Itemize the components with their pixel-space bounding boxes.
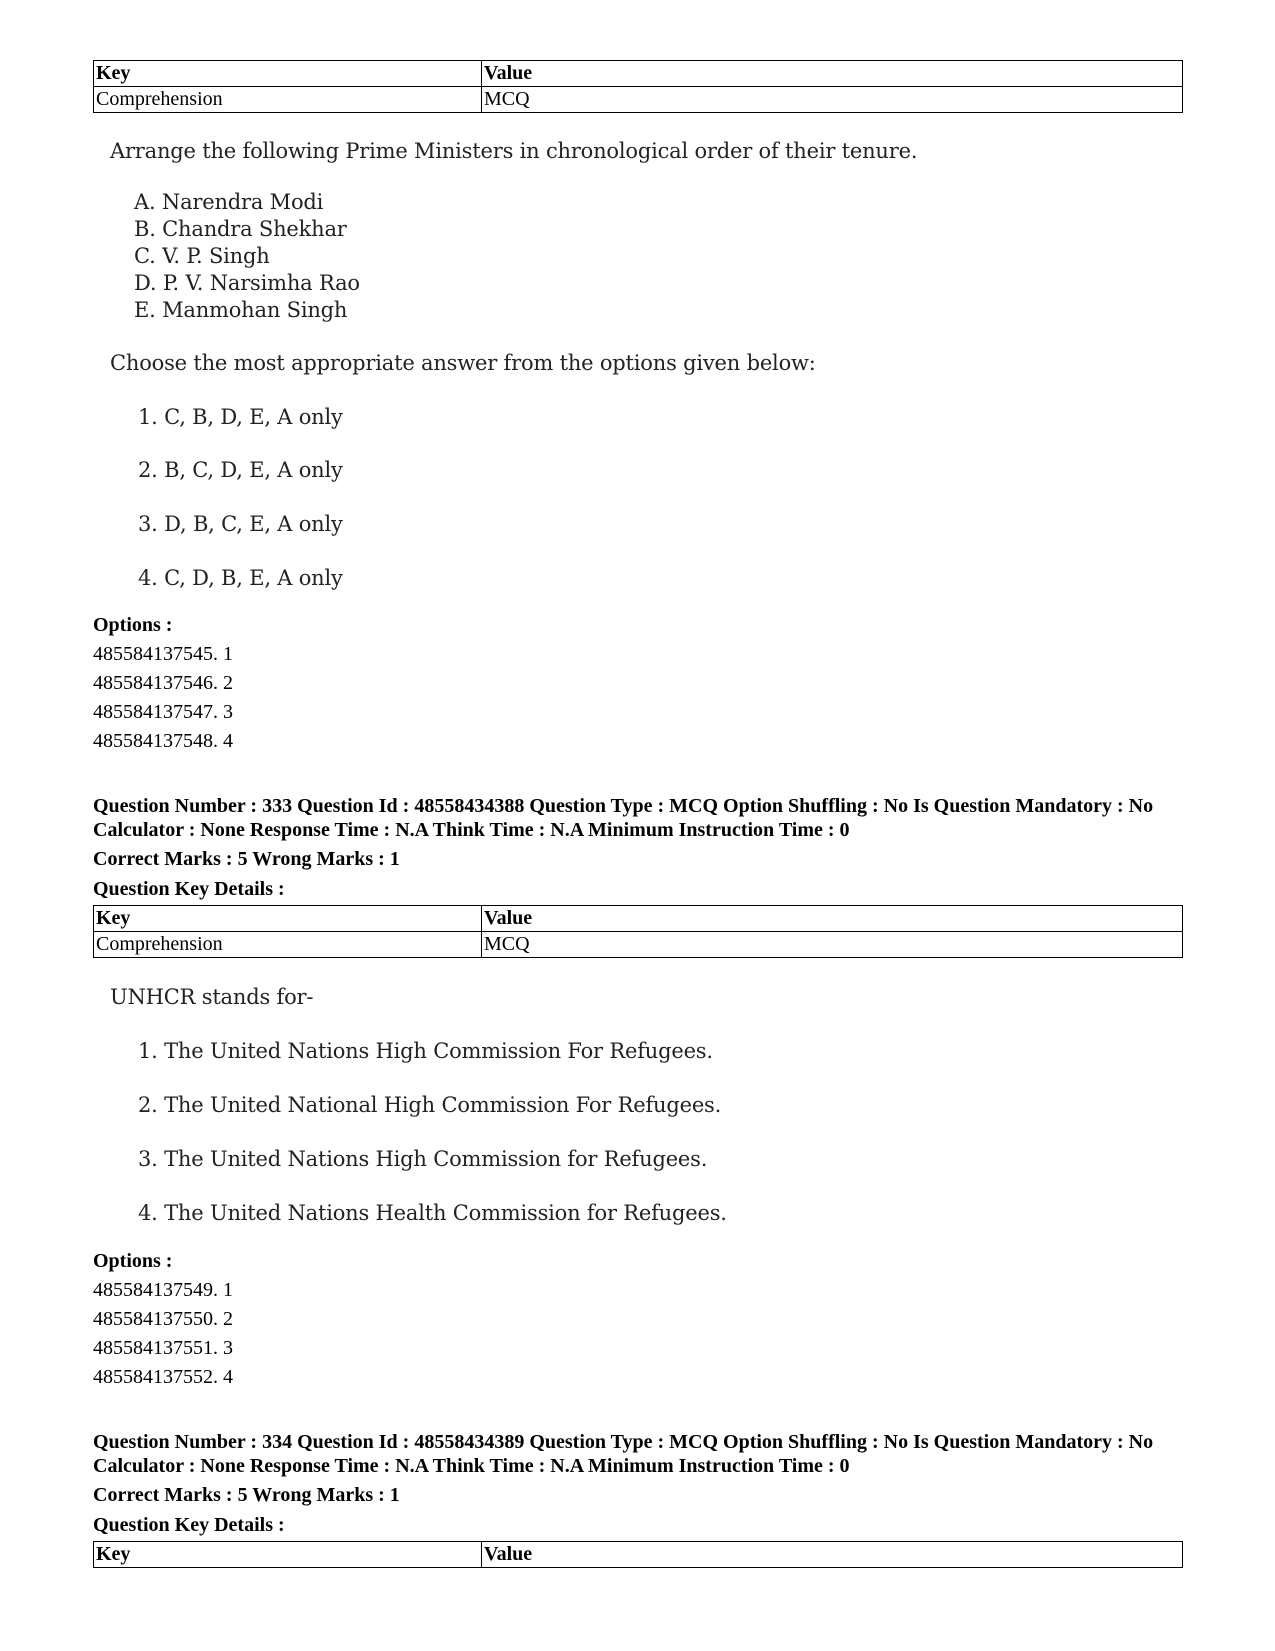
- table-header-row: [94, 1542, 1183, 1568]
- statement-item: A. Narendra Modi: [134, 190, 324, 214]
- value-header: Value: [482, 906, 1183, 932]
- marks-line: Correct Marks : 5 Wrong Marks : 1: [93, 1484, 400, 1506]
- question-instruction: Choose the most appropriate answer from the options given below:: [110, 351, 816, 375]
- statement-item: B. Chandra Shekhar: [134, 217, 347, 241]
- answer-choice: 2. The United National High Commission For Refugees.: [138, 1093, 722, 1117]
- value-header: Value: [482, 1542, 1183, 1568]
- option-id-line: 485584137549. 1: [93, 1279, 233, 1301]
- question-meta-334: Question Number : 334 Question Id : 48558434389 Question Type : MCQ Option Shuffling : No Is Question Mandatory : No Calculator : None Response Time : N.A Think Time : N.A Minimum Instruction Time : 0: [93, 1431, 1154, 1477]
- answer-choice: 3. D, B, C, E, A only: [138, 512, 343, 536]
- table-row: [94, 87, 1183, 113]
- key-header: Key: [94, 61, 482, 87]
- option-id-line: 485584137547. 3: [93, 701, 233, 723]
- key-header: Key: [94, 1542, 482, 1568]
- table-header-row: [94, 61, 1183, 87]
- option-id-line: 485584137550. 2: [93, 1308, 233, 1330]
- marks-line: Correct Marks : 5 Wrong Marks : 1: [93, 848, 400, 870]
- question-prompt: UNHCR stands for-: [110, 985, 314, 1009]
- key-details-label: Question Key Details :: [93, 1514, 285, 1536]
- value-header: Value: [482, 61, 1183, 87]
- option-id-line: 485584137548. 4: [93, 730, 233, 752]
- answer-choice: 4. The United Nations Health Commission for Refugees.: [138, 1201, 727, 1225]
- answer-choice: 1. The United Nations High Commission For Refugees.: [138, 1039, 713, 1063]
- question-prompt: Arrange the following Prime Ministers in chronological order of their tenure.: [110, 139, 918, 163]
- question-meta-333: Question Number : 333 Question Id : 48558434388 Question Type : MCQ Option Shuffling : No Is Question Mandatory : No Calculator : None Response Time : N.A Think Time : N.A Minimum Instruction Time : 0: [93, 795, 1154, 841]
- answer-choice: 1. C, B, D, E, A only: [138, 405, 343, 429]
- statement-item: E. Manmohan Singh: [134, 298, 348, 322]
- key-cell: Comprehension: [94, 87, 482, 113]
- table-row: [94, 932, 1183, 958]
- value-cell: MCQ: [482, 932, 1183, 958]
- answer-choice: 4. C, D, B, E, A only: [138, 566, 343, 590]
- options-label: Options :: [93, 1250, 173, 1272]
- question-key-table-334: [93, 1541, 1183, 1568]
- option-id-line: 485584137546. 2: [93, 672, 233, 694]
- key-header: Key: [94, 906, 482, 932]
- key-cell: Comprehension: [94, 932, 482, 958]
- option-id-line: 485584137552. 4: [93, 1366, 233, 1388]
- statement-item: D. P. V. Narsimha Rao: [134, 271, 360, 295]
- question-key-table-332: [93, 60, 1183, 113]
- answer-choice: 2. B, C, D, E, A only: [138, 458, 343, 482]
- key-details-label: Question Key Details :: [93, 878, 285, 900]
- answer-choice: 3. The United Nations High Commission for Refugees.: [138, 1147, 708, 1171]
- question-key-table-333: [93, 905, 1183, 958]
- option-id-line: 485584137545. 1: [93, 643, 233, 665]
- option-id-line: 485584137551. 3: [93, 1337, 233, 1359]
- options-label: Options :: [93, 614, 173, 636]
- value-cell: MCQ: [482, 87, 1183, 113]
- table-header-row: [94, 906, 1183, 932]
- statement-item: C. V. P. Singh: [134, 244, 270, 268]
